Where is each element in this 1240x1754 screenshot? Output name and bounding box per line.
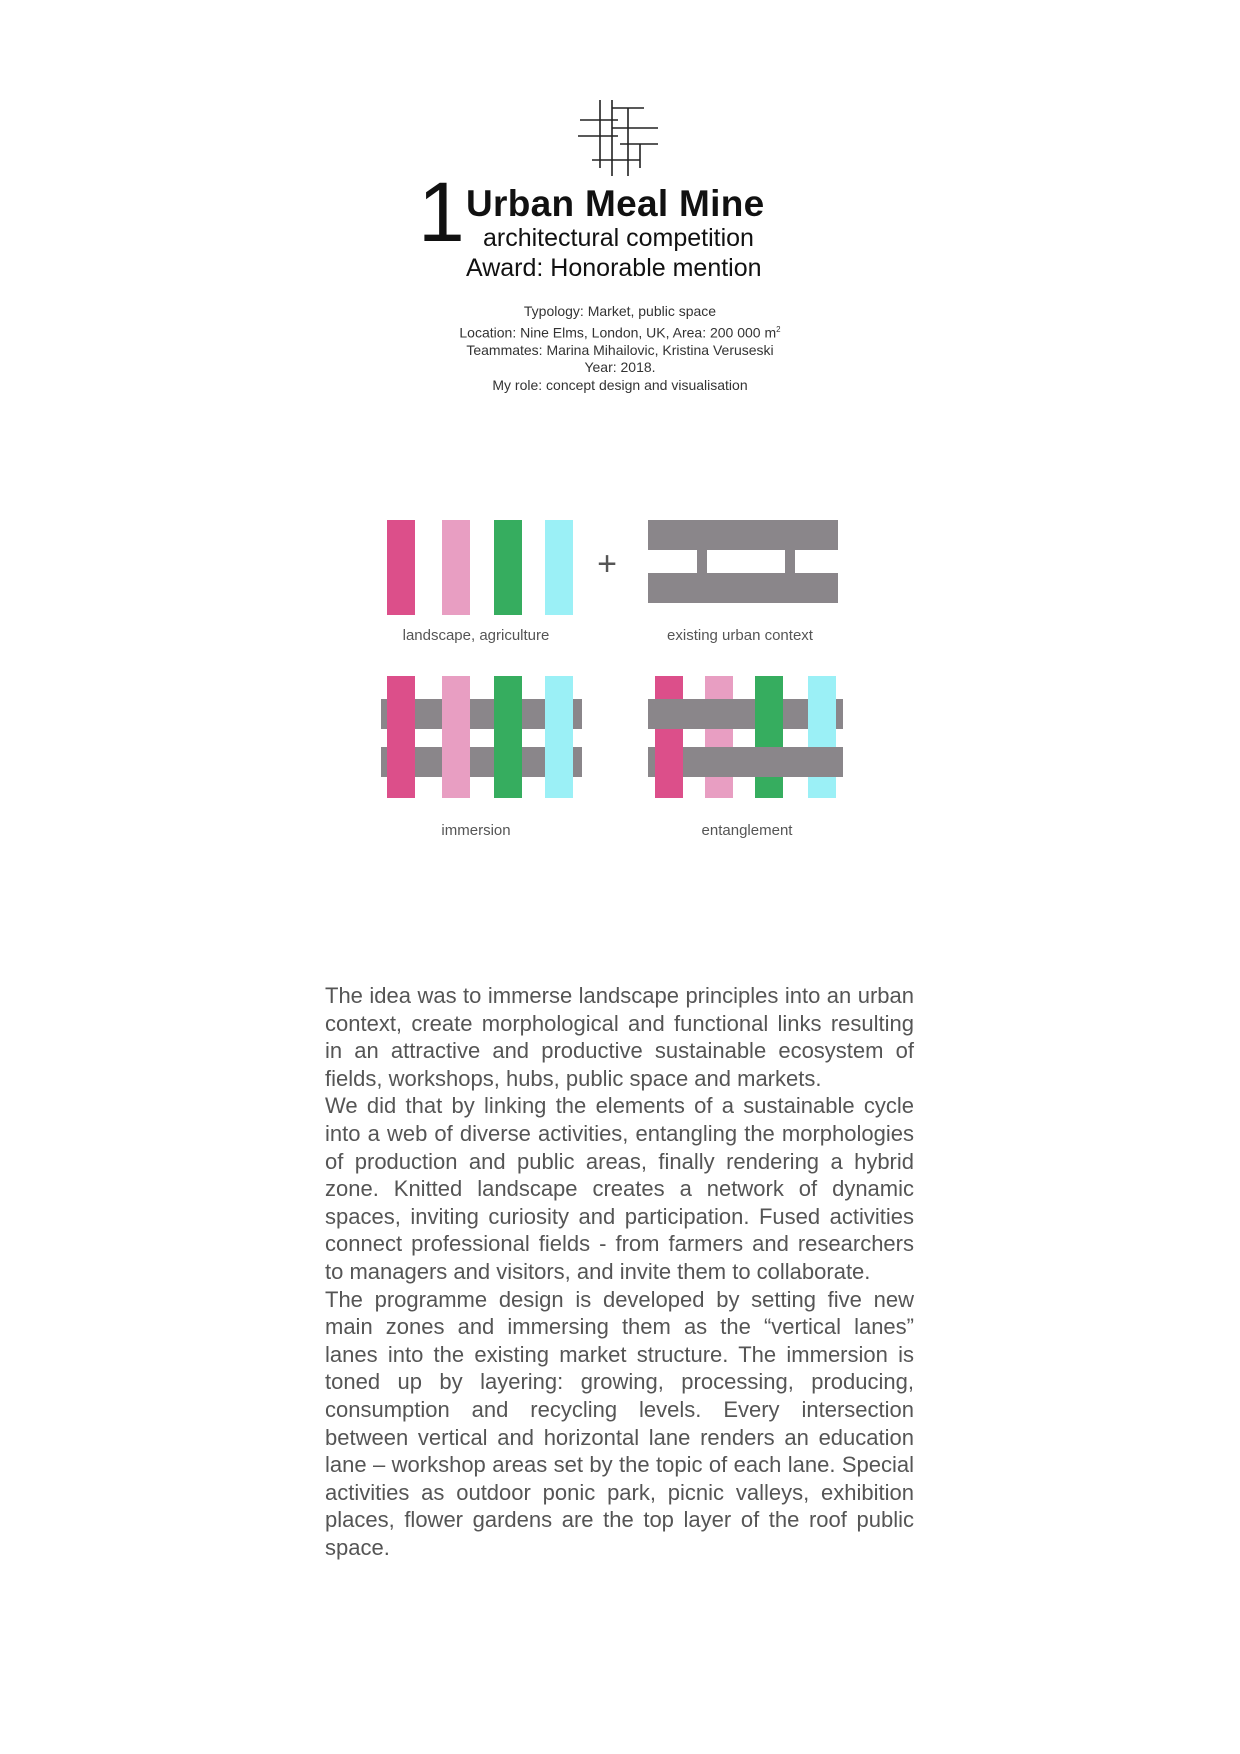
label-immersion: immersion [441, 822, 511, 839]
meta-typology: Typology: Market, public space [523, 303, 717, 319]
stripe-pink [442, 520, 470, 615]
meta-teammates: Teammates: Marina Mihailovic, Kristina Veruseski [466, 341, 774, 358]
label-context: existing urban context [667, 627, 813, 644]
description-paragraph-1: The idea was to immerse landscape principles into an urban context, create morphological and functional links resulting in an attractive and productive sustainable ecosystem of fields, workshops, hubs, public space and markets. [325, 983, 914, 1091]
label-entanglement: entanglement [701, 822, 793, 839]
description-paragraph-3: The programme design is developed by setting five new main zones and immersing them as the “vertical lanes” lanes into the existing market structure. The immersion is toned up by layering: growing, processing, producing, consumption and recycling levels. Every intersection between vertical and horizontal lane renders an education lane – workshop areas set by the topic of each lane. Special activities as outdoor ponic park, picnic valleys, exhibition places, flower gardens are the top layer of the roof public space. [325, 1286, 914, 1560]
meta-location-text: Location: Nine Elms, London, UK, Area: 200 000 m [459, 324, 777, 341]
urban-context-shape [648, 520, 838, 603]
meta-role: My role: concept design and visualisation [492, 376, 748, 393]
stripe-cyan [545, 520, 573, 615]
stripe-magenta [387, 520, 415, 615]
label-landscape: landscape, agriculture [402, 627, 550, 644]
entanglement-shape [648, 676, 843, 798]
project-title: Urban Meal Mine [466, 183, 765, 224]
landscape-stripes [387, 520, 573, 615]
project-subtitle: architectural competition [483, 224, 754, 252]
project-description [325, 982, 914, 1561]
logo-icon [578, 98, 664, 178]
plus-sign: + [597, 545, 617, 583]
concept-diagram [375, 505, 865, 845]
meta-year: Year: 2018. [584, 359, 656, 376]
project-award: Award: Honorable mention [466, 254, 762, 282]
project-meta [420, 303, 820, 394]
meta-location [420, 321, 820, 342]
stripe-green [494, 520, 522, 615]
immersion-shape [381, 676, 582, 798]
meta-location-sup: 2 [776, 324, 781, 334]
project-number: 1 [418, 165, 465, 259]
description-paragraph-2: We did that by linking the elements of a sustainable cycle into a web of diverse activities, entangling the morphologies of production and public areas, finally rendering a hybrid zone. Knitted landscape creates a network of dynamic spaces, inviting curiosity and participation. Fused activities connect professional fields - from farmers and researchers to managers and visitors, and invite them to collaborate. [325, 1093, 914, 1284]
